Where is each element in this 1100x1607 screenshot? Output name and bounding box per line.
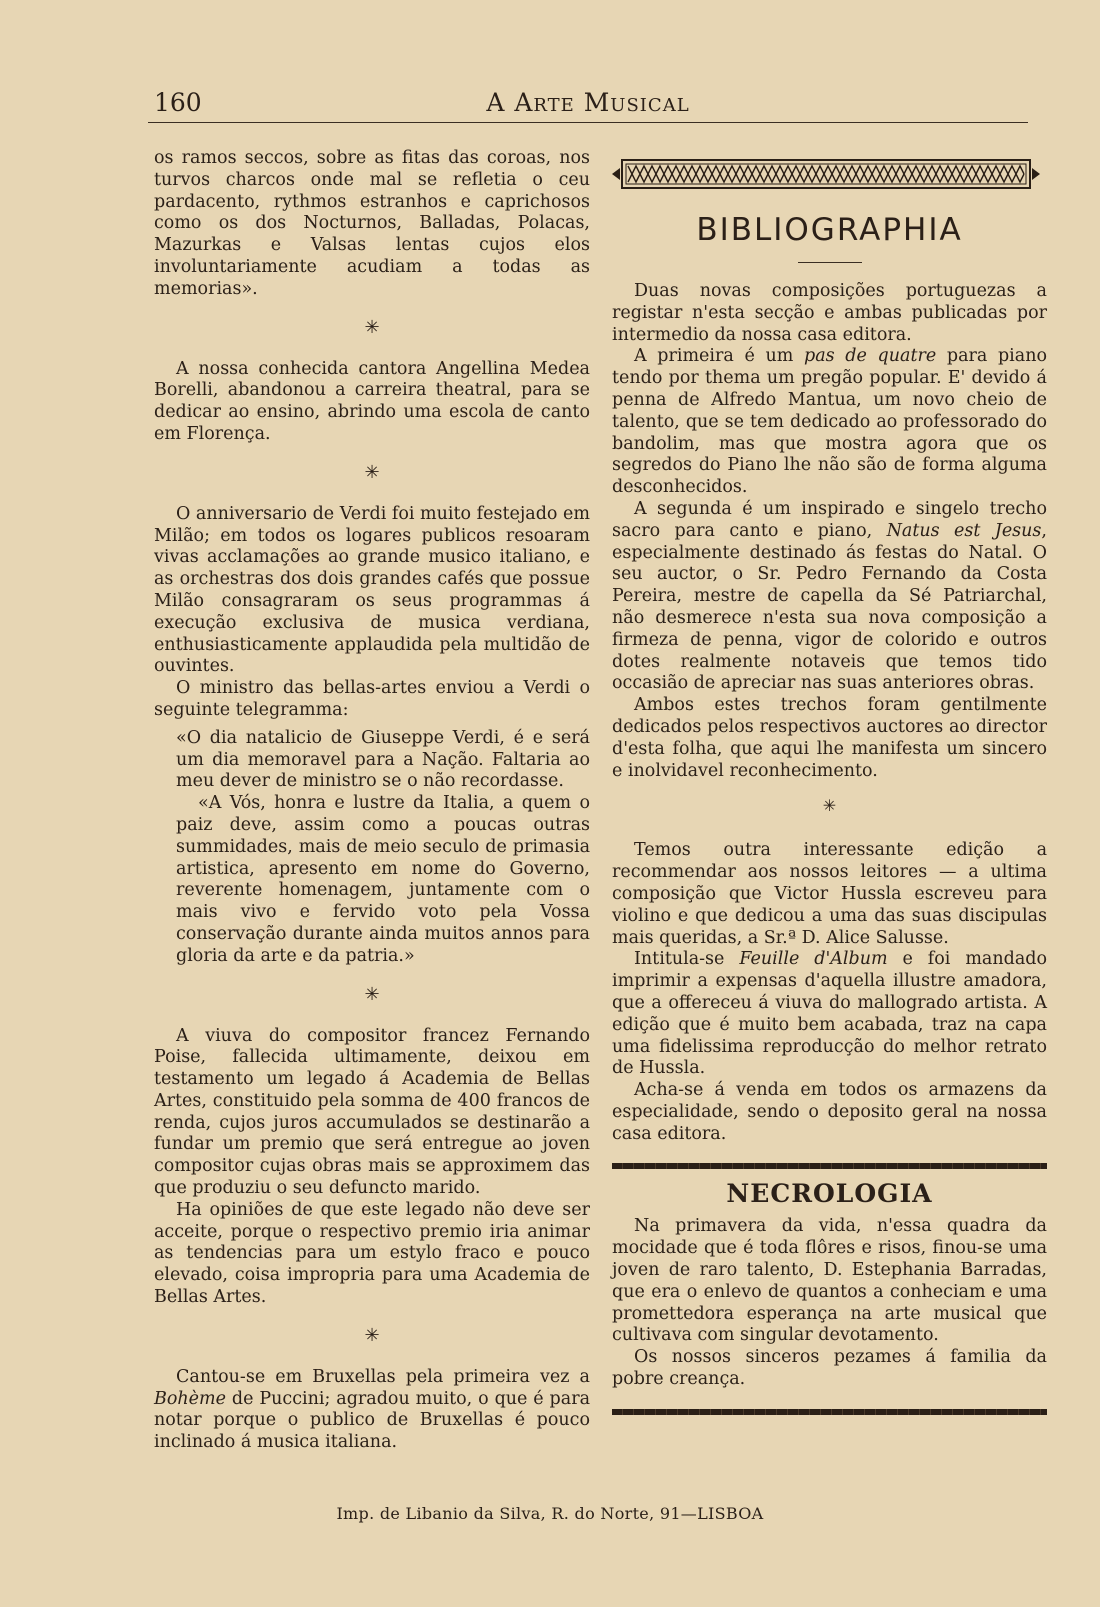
asterism-separator: ✳: [364, 316, 380, 338]
asterism-separator: ✳: [364, 461, 380, 483]
paragraph: Cantou-se em Bruxellas pela primeira vez a Bohème de Puccini; agradou muito, o que é para notar porque o publico de Bruxellas é pouco inclinado á musica italiana.: [154, 1366, 590, 1453]
paragraph: A nossa conhecida cantora Angellina Medea Borelli, abandonou a carreira theatral, para se dedicar ao ensino, abrindo uma escola de canto em Florença.: [154, 358, 590, 444]
paragraph: A primeira é um pas de quatre para piano tendo por thema um pregão popular. E' devido á penna de Alfredo Mantua, um novo cheio de talento, que se tem dedicado ao professorado do bandolim, mas que mostra agora que os segredos do Piano lhe não são de forma alguma desconhecidos.: [612, 346, 1048, 498]
star-separator: ✳: [822, 796, 837, 816]
page-number: 160: [154, 88, 202, 117]
printer-imprint: Imp. de Libanio da Silva, R. do Norte, 91—LISBOA: [336, 1504, 764, 1523]
italic-title: Natus est Jesus: [886, 520, 1042, 541]
paragraph: os ramos seccos, sobre as fitas das coroas, nos turvos charcos onde mal se refletia o ceu pardacento, rythmos estranhos e caprichosos como os dos Nocturnos, Balladas, Polacas, Mazurkas e Valsas lentas cujos elos involuntariamente acudiam a todas as memorias».: [154, 148, 590, 299]
right-column: [612, 148, 1047, 1425]
italic-title: pas de quatre: [804, 346, 937, 367]
paragraph: Temos outra interessante edição a recommendar aos nossos leitores — a ultima composição que Victor Hussla escreveu para violino e que dedicou a uma das suas discipulas mais queridas, a Sr.ª D. Alice Salusse.: [612, 840, 1047, 948]
section-title-necrologia: NECROLOGIA: [726, 1179, 933, 1209]
paragraph: A segunda é um inspirado e singelo trecho sacro para canto e piano, Natus est Jesus, especialmente destinado ás festas do Natal. O seu auctor, o Sr. Pedro Fernando da Costa Pereira, mestre de capella da Sé Patriarchal, não desmerece n'esta sua nova composição a firmeza de penna, vigor de colorido e outros dotes realmente notaveis que temos tido occasião de apreciar nas suas anteriores obras.: [612, 498, 1047, 694]
asterism-separator: ✳: [364, 983, 380, 1005]
quote-paragraph: «A Vós, honra e lustre da Italia, a quem o paiz deve, assim como a poucas outras summidades, mais de meio seculo de primasia artistica, apresento em nome do Governo, reverente homenagem, juntamente com o mais vivo e fervido voto pela Vossa conservação durante ainda muitos annos para gloria da arte e da patria.»: [176, 793, 590, 966]
italic-title: Bohème: [154, 1388, 226, 1409]
paragraph: A viuva do compositor francez Fernando Poise, fallecida ultimamente, deixou em testamento um legado á Academia de Bellas Artes, constituido pela somma de 400 francos de renda, cujos juros accumulados se destinarão a fundar um premio que será entregue ao joven compositor cujas obras mais se approximem das que produziu o seu defuncto marido.: [154, 1025, 590, 1199]
thick-rule: [612, 1409, 1047, 1415]
paragraph: Ambos estes trechos foram gentilmente dedicados pelos respectivos auctores ao director d'esta folha, que aqui lhe manifesta um sincero e inolvidavel reconhecimento.: [612, 695, 1047, 781]
paragraph: Intitula-se Feuille d'Album e foi mandado imprimir a expensas d'aquella illustre amadora, que a offereceu á viuva do mallogrado artista. A edição que é muito bem acabada, traz na capa uma fidelissima reproducção do melhor retrato de Hussla.: [612, 949, 1048, 1079]
quote-paragraph: «O dia natalicio de Giuseppe Verdi, é e será um dia memoravel para a Nação. Faltaria ao meu dever de ministro se o não recordasse.: [176, 727, 590, 792]
left-column: [154, 148, 590, 1454]
running-title: A Arte Musical: [486, 88, 690, 117]
paragraph: O ministro das bellas-artes enviou a Verdi o seguinte telegramma:: [154, 678, 590, 720]
paragraph: O anniversario de Verdi foi muito festejado em Milão; em todos os logares publicos resoaram vivas acclamações ao grande musico italiano, e as orchestras dos dois grandes cafés que possue Milão consagraram os seus programmas á execução exclusiva de musica verdiana, enthusiasticamente applaudida pela multidão de ouvintes.: [154, 503, 590, 677]
italic-title: Feuille d'Album: [739, 949, 888, 970]
thick-rule: [612, 1163, 1047, 1169]
section-title-bibliographia: BIBLIOGRAPHIA: [696, 212, 963, 248]
paragraph: Acha-se á venda em todos os armazens da especialidade, sendo o deposito geral na nossa casa editora.: [612, 1080, 1047, 1144]
paragraph: Ha opiniões de que este legado não deve ser acceite, porque o respectivo premio iria animar as tendencias para um estylo fraco e pouco elevado, coisa impropria para uma Academia de Bellas Artes.: [154, 1199, 590, 1308]
short-rule: [798, 262, 862, 263]
telegram-quote: [154, 728, 590, 968]
paragraph: Duas novas composições portuguezas a registar n'esta secção e ambas publicadas por intermedio da nossa casa editora.: [612, 281, 1047, 345]
page-header: [148, 88, 1028, 123]
asterism-separator: ✳: [364, 1324, 380, 1346]
paragraph: Os nossos sinceros pezames á familia da pobre creança.: [612, 1347, 1047, 1390]
paragraph: Na primavera da vida, n'essa quadra da mocidade que é toda flôres e risos, finou-se uma joven de raro talento, D. Estephania Barradas, que era o enlevo de quantos a conheciam e uma promettedora esperança na arte musical que cultivava com singular devotamento.: [612, 1216, 1047, 1346]
ornamental-border: [612, 156, 1047, 192]
